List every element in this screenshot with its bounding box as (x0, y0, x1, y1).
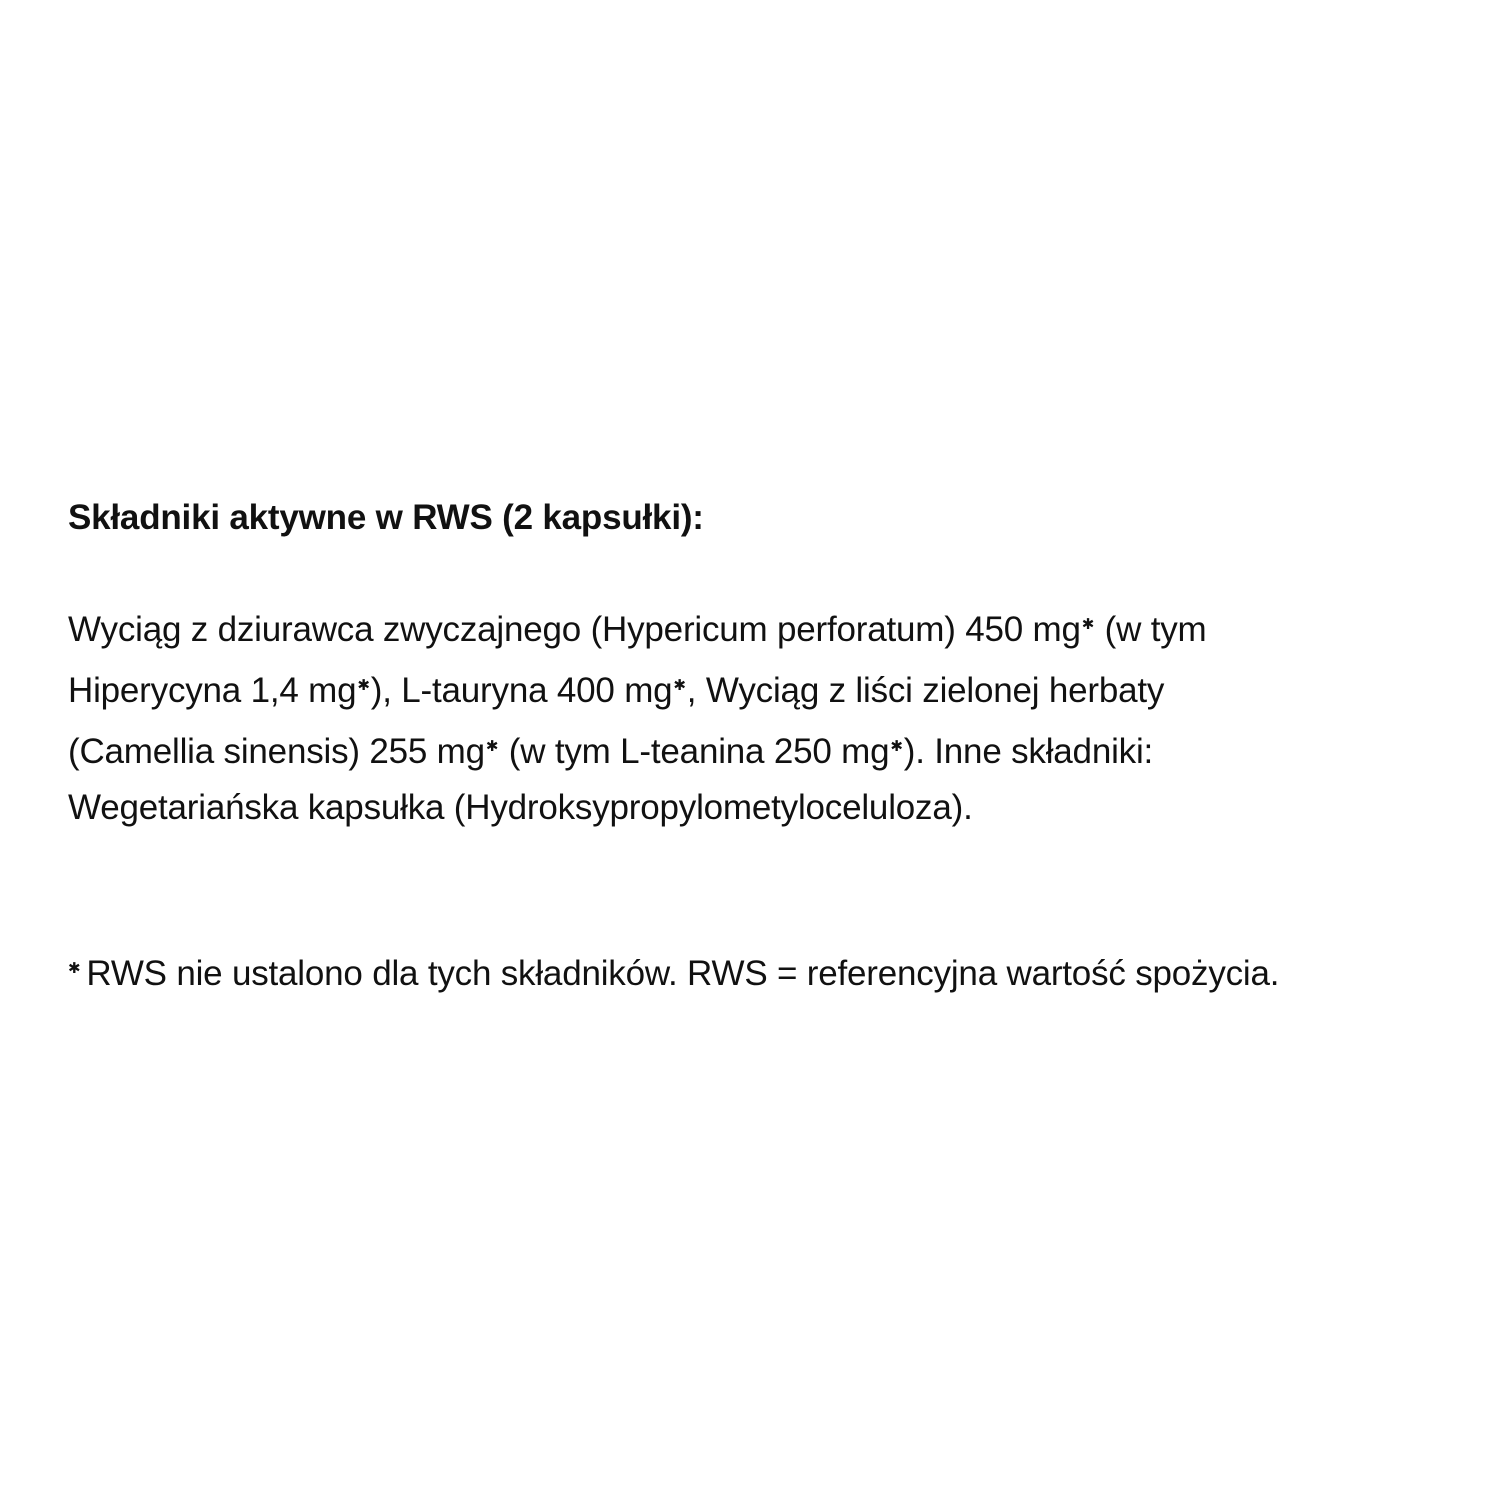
asterisk-marker-icon: ✱ (68, 960, 81, 977)
ingredients-line-4 (68, 780, 1458, 836)
ingredients-paragraph (68, 597, 1458, 836)
ingredients-text: (w tym L-teanina 250 mg (499, 732, 890, 771)
section-heading: Składniki aktywne w RWS (2 kapsułki): (68, 498, 704, 537)
ingredients-text: Wyciąg z dziurawca zwyczajnego (Hypericum perforatum) 450 mg (68, 610, 1081, 649)
ingredients-document (68, 495, 1458, 836)
ingredients-line-3 (68, 719, 1458, 780)
asterisk-marker-icon: ✱ (890, 738, 903, 755)
footnote (68, 946, 1279, 997)
asterisk-marker-icon: ✱ (673, 677, 686, 694)
asterisk-marker-icon: ✱ (485, 738, 499, 755)
ingredients-text: (Camellia sinensis) 255 mg (68, 732, 485, 771)
asterisk-marker-icon: ✱ (1081, 616, 1095, 633)
footnote-text: RWS nie ustalono dla tych składników. RWS = referencyjna wartość spożycia. (86, 954, 1280, 993)
ingredients-text: ), L-tauryna 400 mg (370, 671, 673, 710)
asterisk-marker-icon: ✱ (357, 677, 370, 694)
ingredients-text: , Wyciąg z liści zielonej herbaty (686, 671, 1165, 710)
ingredients-text: Wegetariańska kapsułka (Hydroksypropylometyloceluloza). (68, 788, 973, 827)
ingredients-text: Hiperycyna 1,4 mg (68, 671, 357, 710)
ingredients-text: ). Inne składniki: (903, 732, 1154, 771)
ingredients-line-2 (68, 658, 1458, 719)
ingredients-text: (w tym (1095, 610, 1207, 649)
ingredients-line-1 (68, 597, 1458, 658)
